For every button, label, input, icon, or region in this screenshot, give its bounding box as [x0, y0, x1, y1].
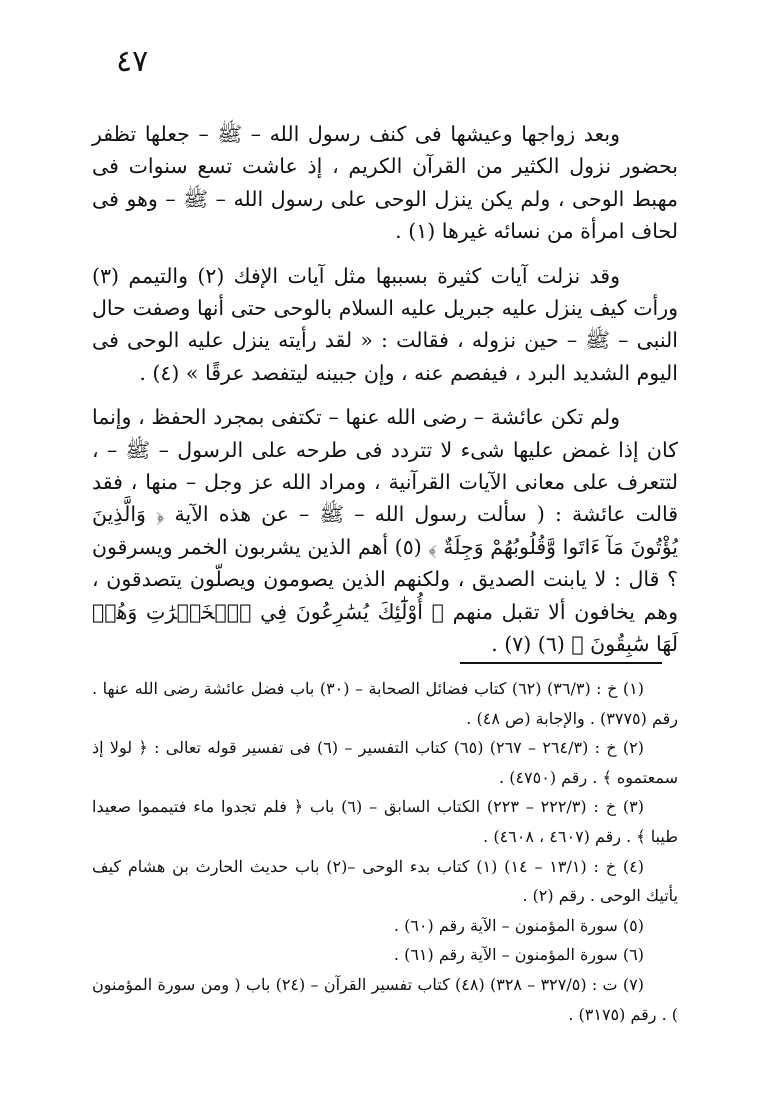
footnote: (١) خ : (٣٦/٣) (٦٢) كتاب فضائل الصحابة – (٣٠) باب فضل عائشة رضى الله عنها . رقم (٣٧٧٥) . والإجابة (ص ٤٨) . — [92, 679, 678, 728]
footnotes — [92, 674, 678, 1029]
footnote: (٦) سورة المؤمنون – الآية رقم (٦١) . — [393, 945, 644, 965]
paragraph: ولم تكن عائشة – رضى الله عنها – تكتفى بمجرد الحفظ ، وإنما كان إذا غمض عليها شىء لا تتردد فى طرحه على الرسول – ﷺ – ، لتتعرف على معانى الآيات القرآنية ، ومراد الله عز وجل – منها ، فقد قالت عائشة : ( سألت رسول الله – ﷺ – عن هذه الآية ﴿ وَالَّذِينَ يُؤْتُونَ مَآ ءَاتَوا وَّقُلُوبُهُمْ وَجِلَةٌ ﴾ (٥) أهم الذين يشربون الخمر ويسرقون ؟ قال : لا يابنت الصديق ، ولكنهم الذين يصومون ويصلّون يتصدقون ، وهم يخافون ألا تقبل منهم ﴿ أُوْلَٰٓئِكَ يُسَٰرِعُونَ فِي ٱلۡخَيۡرَٰتِ وَهُمۡ لَهَا سَٰبِقُونَ ﴾ (٦) (٧) . — [92, 405, 678, 657]
footnote: (٢) خ : (٢٦٤/٣ – ٢٦٧) (٦٥) كتاب التفسير – (٦) فى تفسير قوله تعالى : ﴿ لولا إذ سمعتموه ﴾ . رقم (٤٧٥٠) . — [92, 738, 678, 787]
footnote: (٣) خ : (٢٢٢/٣ – ٢٢٣) الكتاب السابق – (٦) باب ﴿ فلم تجدوا ماء فتيمموا صعيدا طيبا ﴾ . رقم (٤٦٠٧ ، ٤٦٠٨) . — [92, 797, 678, 846]
footnote-separator — [460, 662, 662, 664]
footnote: (٧) ت : (٣٢٧/٥ – ٣٢٨) (٤٨) كتاب تفسير القرآن – (٢٤) باب ( ومن سورة المؤمنون ) . رقم (٣١٧٥) . — [92, 974, 678, 1024]
main-text — [92, 118, 678, 673]
paragraph: وقد نزلت آيات كثيرة بسببها مثل آيات الإفك (٢) والتيمم (٣) ورأت كيف ينزل عليه جبريل عليه السلام بالوحى حتى أنها وصفت حال النبى – ﷺ – حين نزوله ، فقالت : « لقد رأيته ينزل عليه الوحى فى اليوم الشديد البرد ، فيفصم عنه ، وإن جبينه ليتفصد عرقًا » (٤) . — [92, 263, 678, 385]
footnote: (٥) سورة المؤمنون – الآية رقم (٦٠) . — [393, 915, 644, 935]
paragraph: وبعد زواجها وعيشها فى كنف رسول الله – ﷺ – جعلها تظفر بحضور نزول الكثير من القرآن الكريم ، إذ عاشت تسع سنوات فى مهبط الوحى ، ولم يكن ينزل الوحى على رسول الله – ﷺ – وهو فى لحاف امرأة من نسائه غيرها (١) . — [92, 122, 678, 244]
page-number: ٤٧ — [116, 44, 149, 79]
footnote: (٤) خ : (١٣/١ – ١٤) (١) كتاب بدء الوحى –(٢) باب حديث الحارث بن هشام كيف يأتيك الوحى . رقم (٢) . — [92, 856, 678, 906]
